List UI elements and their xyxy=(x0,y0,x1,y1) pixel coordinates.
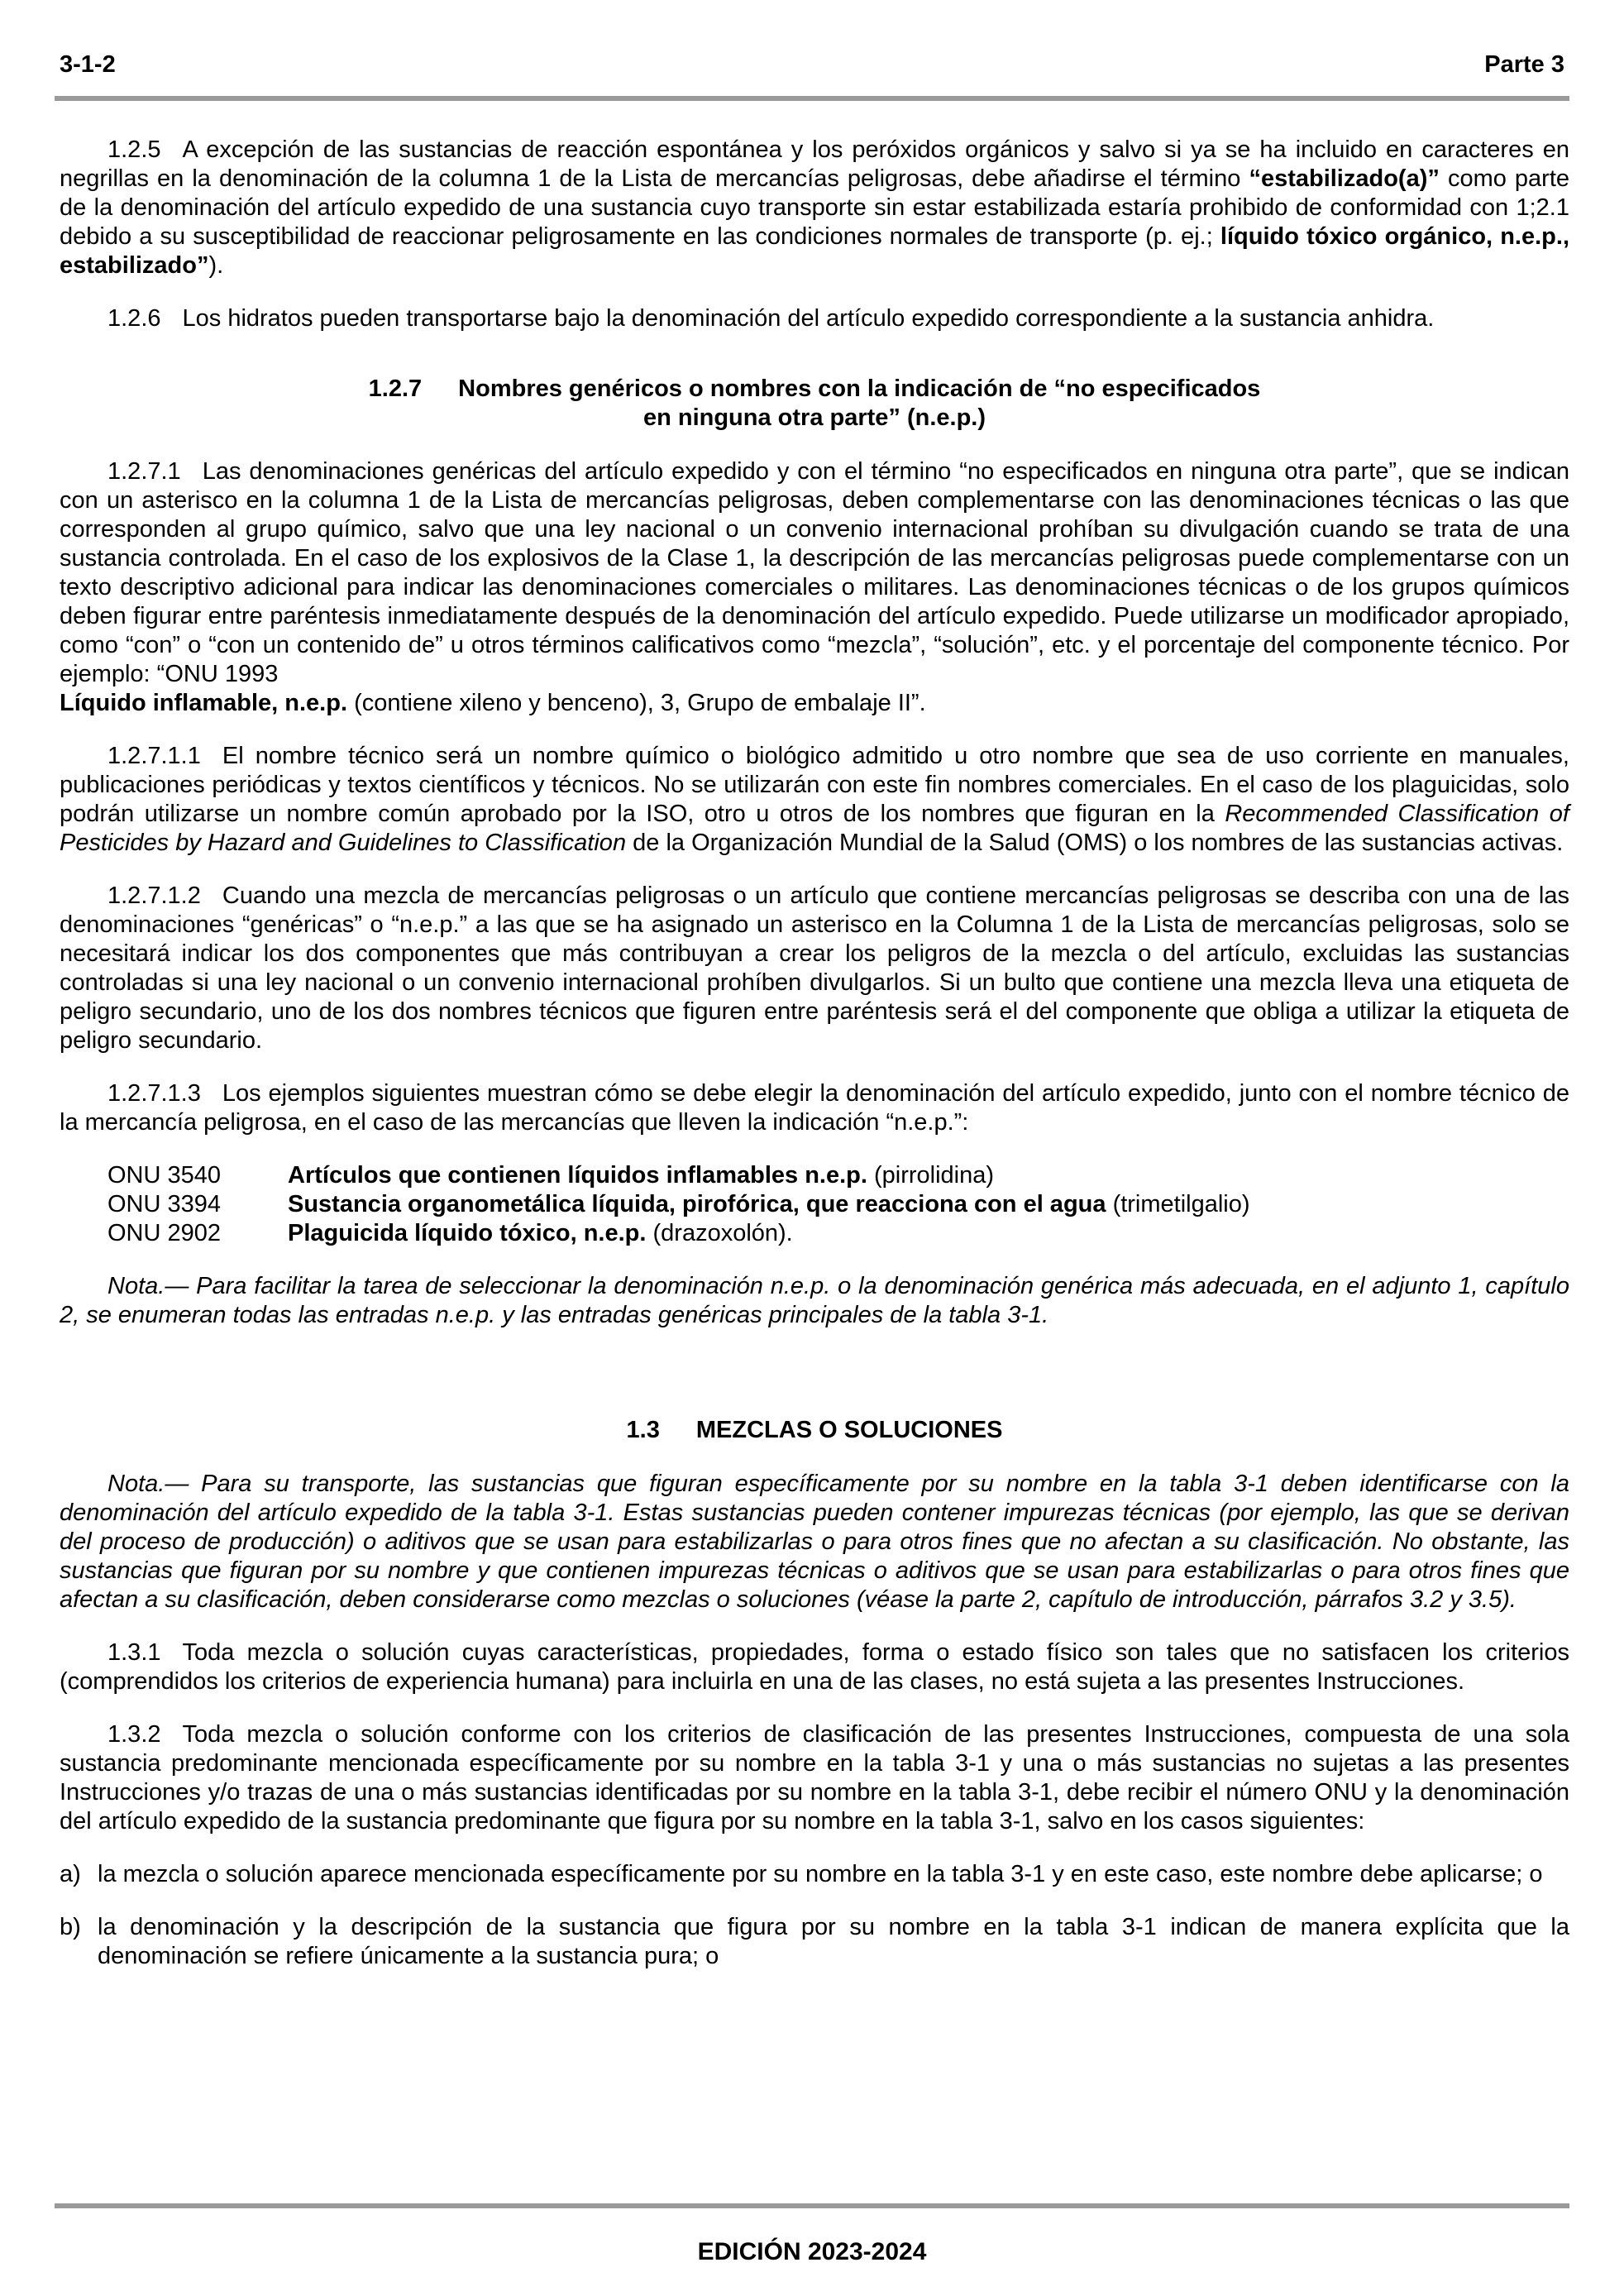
un-examples-list xyxy=(107,1161,1569,1248)
page-number: 3-1-2 xyxy=(60,51,116,78)
paragraph-1-2-7-1-3: 1.2.7.1.3 Los ejemplos siguientes muestran cómo se debe elegir la denominación del artículo expedido, junto con el nombre técnico de la mercancía peligrosa, en el caso de las mercancías que lleven la indicación “n.e.p.”: xyxy=(60,1080,1569,1136)
un-example-row xyxy=(107,1219,1569,1248)
note-label: Nota.— xyxy=(107,1273,189,1299)
shipping-name: Plaguicida líquido tóxico, n.e.p. xyxy=(288,1220,647,1246)
list-marker: a) xyxy=(60,1861,81,1887)
edition-footer: EDICIÓN 2023-2024 xyxy=(697,2238,927,2265)
un-number: ONU 2902 xyxy=(107,1220,222,1246)
paragraph-number: 1.2.6 xyxy=(107,305,161,332)
footer-rule xyxy=(55,2203,1569,2208)
paragraph-number: 1.2.7.1.1 xyxy=(107,743,201,769)
shipping-name: Sustancia organometálica líquida, pirofórica, que reacciona con el agua xyxy=(288,1191,1106,1217)
note-label: Nota.— xyxy=(107,1471,189,1497)
paragraph-1-2-6: 1.2.6 Los hidratos pueden transportarse bajo la denominación del artículo expedido correspondiente a la sustancia anhidra. xyxy=(107,305,1435,332)
list-marker: b) xyxy=(60,1914,81,1940)
body-text xyxy=(60,136,1569,1995)
section-heading-1-2-7: 1.2.7 Nombres genéricos o nombres con la indicación de “no especificados en ninguna otra parte” (n.e.p.) xyxy=(368,375,1261,431)
paragraph-1-2-5: 1.2.5 A excepción de las sustancias de reacción espontánea y los peróxidos orgánicos y salvo si ya se ha incluido en caracteres en negrillas en la denominación de la columna 1 de la Lista de mercancías peligrosas, debe añadirse el término “estabilizado(a)” como parte de la denominación del artículo expedido de una sustancia cuyo transporte sin estar estabilizada estaría prohibido de conformidad con 1;2.1 debido a su susceptibilidad de reaccionar peligrosamente en las condiciones normales de transporte (p. ej.; líquido tóxico orgánico, n.e.p., estabilizado”). xyxy=(60,136,1570,279)
paragraph-number: 1.2.7.1.3 xyxy=(107,1080,201,1107)
technical-name: (pirrolidina) xyxy=(874,1162,995,1189)
note-mixtures: Nota.— Para su transporte, las sustancias que figuran específicamente por su nombre en la tabla 3-1 deben identificarse con la denominación del artículo expedido de la tabla 3-1. Estas sustancias pueden contener impurezas técnicas (por ejemplo, las que se derivan del proceso de producción) o aditivos que se usan para estabilizarlas o para otros fines que no afectan a su clasificación. No obstante, las sustancias que figuran por su nombre y que contienen impurezas técnicas o aditivos que se usan para estabilizarlas o para otros fines que afectan a su clasificación, deben considerarse como mezclas o soluciones (véase la parte 2, capítulo de introducción, párrafos 3.2 y 3.5). xyxy=(60,1471,1569,1613)
paragraph-number: 1.3.1 xyxy=(107,1639,161,1666)
section-heading-1-3: 1.3 MEZCLAS O SOLUCIONES xyxy=(626,1417,1003,1443)
un-example-row xyxy=(107,1190,1569,1219)
technical-name: (drazoxolón). xyxy=(652,1220,793,1246)
technical-name: (trimetilgalio) xyxy=(1112,1191,1250,1217)
paragraph-1-2-7-1: 1.2.7.1 Las denominaciones genéricas del artículo expedido y con el término “no especificados en ninguna otra parte”, que se indican con un asterisco en la columna 1 de la Lista de mercancías peligrosas, deben complementarse con las denominaciones técnicas o las que corresponden al grupo químico, salvo que una ley nacional o un convenio internacional prohíban su divulgación cuando se trata de una sustancia controlada. En el caso de los explosivos de la Clase 1, la descripción de las mercancías peligrosas puede complementarse con un texto descriptivo adicional para indicar las denominaciones comerciales o militares. Las denominaciones técnicas o de los grupos químicos deben figurar entre paréntesis inmediatamente después de la denominación del artículo expedido. Puede utilizarse un modificador apropiado, como “con” o “con un contenido de” u otros términos calificativos como “mezcla”, “solución”, etc. y el porcentaje del componente técnico. Por ejemplo: “ONU 1993 Líquido inflamable, n.e.p. (contiene xileno y benceno), 3, Grupo de embalaje II”. xyxy=(60,458,1569,716)
paragraph-1-3-1: 1.3.1 Toda mezcla o solución cuyas características, propiedades, forma o estado físico son tales que no satisfacen los criterios (comprendidos los criterios de experiencia humana) para incluirla en una de las clases, no está sujeta a las presentes Instrucciones. xyxy=(60,1639,1569,1695)
paragraph-1-2-7-1-2: 1.2.7.1.2 Cuando una mezcla de mercancías peligrosas o un artículo que contiene mercancías peligrosas se describa con una de las denominaciones “genéricas” o “n.e.p.” a las que se ha asignado un asterisco en la Columna 1 de la Lista de mercancías peligrosas, solo se necesitará indicar los dos componentes que más contribuyan a crear los peligros de la mezcla o del artículo, excluidas las sustancias controladas si una ley nacional o un convenio internacional prohíben divulgarlos. Si un bulto que contiene una mezcla lleva una etiqueta de peligro secundario, uno de los dos nombres técnicos que figuren entre paréntesis será el del componente que obliga a utilizar la etiqueta de peligro secundario. xyxy=(60,883,1569,1054)
paragraph-1-2-7-1-1: 1.2.7.1.1 El nombre técnico será un nombre químico o biológico admitido u otro nombre que sea de uso corriente en manuales, publicaciones periódicas y textos científicos y técnicos. No se utilizarán con este fin nombres comerciales. En el caso de los plaguicidas, solo podrán utilizarse un nombre común aprobado por la ISO, otro u otros de los nombres que figuran en la Recommended Classification of Pesticides by Hazard and Guidelines to Classification de la Organización Mundial de la Salud (OMS) o los nombres de las sustancias activas. xyxy=(60,743,1569,856)
un-example-row xyxy=(107,1161,1569,1190)
list-item-b: b) la denominación y la descripción de la sustancia que figura por su nombre en la tabla 3-1 indican de manera explícita que la denominación se refiere únicamente a la sustancia pura; o xyxy=(60,1914,1569,1969)
un-number: ONU 3394 xyxy=(107,1191,222,1217)
list-item-a: a) la mezcla o solución aparece mencionada específicamente por su nombre en la tabla 3-1 y en este caso, este nombre debe aplicarse; o xyxy=(60,1861,1543,1887)
paragraph-1-3-2: 1.3.2 Toda mezcla o solución conforme con los criterios de clasificación de las presentes Instrucciones, compuesta de una sola sustancia predominante mencionada específicamente por su nombre en la tabla 3-1 y una o más sustancias no sujetas a las presentes Instrucciones y/o trazas de una o más sustancias identificadas por su nombre en la tabla 3-1, debe recibir el número ONU y la denominación del artículo expedido de la sustancia predominante que figura por su nombre en la tabla 3-1, salvo en los casos siguientes: xyxy=(60,1721,1569,1834)
note-nep: Nota.— Para facilitar la tarea de seleccionar la denominación n.e.p. o la denominación genérica más adecuada, en el adjunto 1, capítulo 2, se enumeran todas las entradas n.e.p. y las entradas genéricas principales de la tabla 3-1. xyxy=(60,1273,1569,1328)
shipping-name: Artículos que contienen líquidos inflamables n.e.p. xyxy=(288,1162,867,1189)
paragraph-number: 1.3.2 xyxy=(107,1721,161,1748)
paragraph-number: 1.2.7.1 xyxy=(107,458,181,485)
part-label: Parte 3 xyxy=(1484,51,1564,78)
header-rule xyxy=(55,96,1569,101)
paragraph-number: 1.2.7.1.2 xyxy=(107,883,201,909)
paragraph-number: 1.2.5 xyxy=(107,136,161,163)
un-number: ONU 3540 xyxy=(107,1162,222,1189)
